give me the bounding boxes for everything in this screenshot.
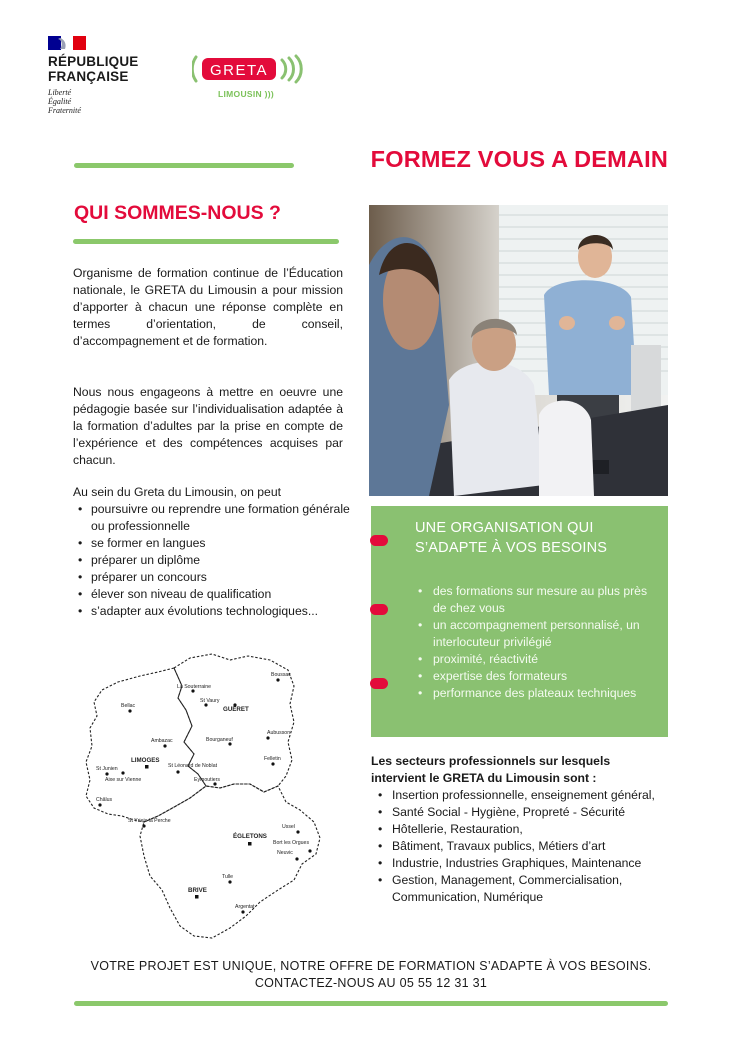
- city-st-leonard: St Léonard de Noblat: [168, 763, 218, 769]
- city-la-souterraine: La Souterraine: [177, 684, 212, 690]
- organisation-title: UNE ORGANISATION QUI S’ADAPTE À VOS BESOINS: [415, 520, 608, 556]
- city-bourganeuf: Bourganeuf: [206, 737, 233, 743]
- city-tulle: Tulle: [222, 874, 234, 880]
- footer-tagline: VOTRE PROJET EST UNIQUE, NOTRE OFFRE DE FORMATION S’ADAPTE À VOS BESOINS.: [90, 959, 652, 973]
- greta-subtitle: LIMOUSIN ))): [218, 89, 275, 99]
- correze-region: [140, 784, 320, 938]
- sectors-list: [371, 787, 671, 906]
- list-item: • élever son niveau de qualification: [73, 586, 353, 603]
- city-neuvic: Neuvic: [277, 850, 293, 856]
- city-eymoutiers: Eymoutiers: [194, 777, 220, 783]
- list-item: • Santé Social - Hygiène, Propreté - Sécurité: [371, 804, 671, 821]
- city-bellac: Bellac: [121, 703, 136, 709]
- footer-contact: CONTACTEZ-NOUS AU 05 55 12 31 31: [254, 976, 488, 990]
- red-marker-1: [370, 535, 388, 546]
- about-list: [73, 501, 353, 620]
- city-boussac: Boussac: [271, 672, 291, 678]
- headline-divider: [74, 163, 294, 168]
- red-marker-3: [370, 678, 388, 689]
- sectors-intro: Les secteurs professionnels sur lesquels intervient le GRETA du Limousin sont :: [371, 754, 611, 785]
- list-item: • Insertion professionnelle, enseignement général,: [371, 787, 671, 804]
- about-divider: [73, 239, 339, 244]
- city-st-yrieix: St Yrieix la Perche: [128, 818, 171, 824]
- city-aixe: Aixe sur Vienne: [105, 777, 142, 783]
- marianne-flag-logo: [48, 36, 86, 50]
- about-paragraph-1: Organisme de formation continue de l’Éducation nationale, le GRETA du Limousin a pour mission d’apporter à chacun une réponse complète en termes d’orientation, de conseil, d’accompagnement et de formation.: [73, 266, 343, 348]
- organisation-list: [417, 583, 662, 702]
- list-item: • préparer un diplôme: [73, 552, 353, 569]
- list-item: • préparer un concours: [73, 569, 353, 586]
- republique-francaise-title: RÉPUBLIQUE FRANÇAISE: [48, 54, 139, 84]
- list-item: • des formations sur mesure au plus près de chez vous: [417, 583, 662, 617]
- republique-motto: Liberté Égalité Fraternité: [48, 88, 81, 115]
- organisation-box: [371, 506, 668, 737]
- about-paragraph-2: Nous nous engageons à mettre en oeuvre une pédagogie basée sur l’individualisation adaptée à la formation d’adultes par la prise en compte de l’expérience et des compétences acquises par chacun.: [73, 385, 343, 467]
- greta-logo: [192, 54, 304, 84]
- list-item: • se former en langues: [73, 535, 353, 552]
- list-item: • proximité, réactivité: [417, 651, 662, 668]
- city-chalus: Châlus: [96, 797, 113, 803]
- list-item: • Bâtiment, Travaux publics, Métiers d’art: [371, 838, 671, 855]
- footer-divider: [74, 1001, 668, 1006]
- list-item: • performance des plateaux techniques: [417, 685, 662, 702]
- greta-logo-text: GRETA: [209, 62, 269, 79]
- list-item: • un accompagnement personnalisé, un interlocuteur privilégié: [417, 617, 662, 651]
- list-item: • poursuivre ou reprendre une formation générale ou professionnelle: [73, 501, 353, 535]
- city-bort: Bort les Orgues: [273, 840, 310, 846]
- limousin-map: [80, 646, 330, 946]
- city-st-junien: St Junien: [96, 766, 118, 772]
- city-ambazac: Ambazac: [151, 738, 173, 744]
- about-list-intro: Au sein du Greta du Limousin, on peut: [73, 485, 281, 499]
- list-item: • s’adapter aux évolutions technologiques...: [73, 603, 353, 620]
- about-title: QUI SOMMES-NOUS ?: [74, 202, 281, 224]
- city-st-vaury: St Vaury: [200, 698, 220, 704]
- training-classroom-photo: [369, 205, 668, 496]
- city-ussel: Ussel: [282, 824, 295, 830]
- city-aubusson: Aubusson: [267, 730, 291, 736]
- city-argentat: Argentat: [235, 904, 255, 910]
- city-gueret: GUÉRET: [223, 706, 249, 713]
- page-headline: FORMEZ VOUS A DEMAIN: [370, 146, 668, 172]
- list-item: • Industrie, Industries Graphiques, Maintenance: [371, 855, 671, 872]
- city-brive: BRIVE: [188, 887, 207, 894]
- list-item: • Hôtellerie, Restauration,: [371, 821, 671, 838]
- city-egletons: ÉGLETONS: [233, 833, 267, 840]
- list-item: • expertise des formateurs: [417, 668, 662, 685]
- list-item: • Gestion, Management, Commercialisation, Communication, Numérique: [371, 872, 671, 906]
- red-marker-2: [370, 604, 388, 615]
- city-limoges: LIMOGES: [131, 757, 160, 764]
- city-felletin: Felletin: [264, 756, 281, 762]
